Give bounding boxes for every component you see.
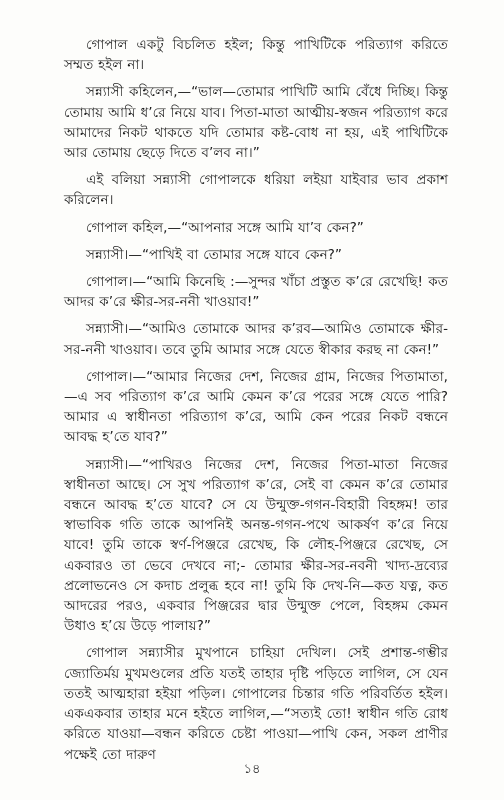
paragraph-7: সন্ন্যাসী।—“আমিও তোমাকে আদর ক’রব—আমিও তোমাকে ক্ষীর-সর-ননী খাওয়াব। তবে তুমি আমার সঙ্গে যেতে স্বীকার করছ না কেন!” [64,321,448,358]
paragraph-2: সন্ন্যাসী কহিলেন,—“ভাল—তোমার পাখিটি আমি বেঁধে দিচ্ছি। কিন্তু তোমায় আমি ধ’রে নিয়ে যাব। পিতা-মাতা আত্মীয়-স্বজন পরিত্যাগ করে আমাদের নিকট থাকতে যদি তোমার কষ্ট-বোধ না হয়, এই পাখিটিকে আর তোমায় ছেড়ে দিতে ব’লব না।” [64,84,448,162]
paragraph-8: গোপাল।—“আমার নিজের দেশ, নিজের গ্রাম, নিজের পিতামাতা,—এ সব পরিত্যাগ ক’রে আমি কেমন ক’রে পরের সঙ্গে যেতে পারি? আমার এ স্বাধীনতা পরিত্যাগ ক’রে, আমি কেন পরের নিকট বন্ধনে আবদ্ধ হ’তে যাব?” [64,368,448,446]
paragraph-1: গোপাল একটু বিচলিত হইল; কিন্তু পাখিটিকে পরিত্যাগ করিতে সম্মত হইল না। [64,37,448,74]
paragraph-10: গোপাল সন্ন্যাসীর মুখপানে চাহিয়া দেখিল। সেই প্রশান্ত-গম্ভীর জ্যোতির্ময় মুখমণ্ডলের প্রতি যতই তাহার দৃষ্টি পড়িতে লাগিল, সে যেন ততই আত্মহারা হইয়া পড়িল। গোপালের চিন্তার গতি পরিবর্তিত হইল। একএকবার তাহার মনে হইতে লাগিল,—“সত্যই তো! স্বাধীন গতি রোধ করিতে যাওয়া—বন্ধন করিতে চেষ্টা পাওয়া—পাখি কেন, সকল প্রাণীর পক্ষেই তো দারুণ [64,645,448,763]
paragraph-5: সন্ন্যাসী।—“পাখিই বা তোমার সঙ্গে যাবে কেন?” [86,246,342,263]
paragraph-9: সন্ন্যাসী।—“পাখিরও নিজের দেশ, নিজের পিতা-মাতা নিজের স্বাধীনতা আছে। সে সুখ পরিত্যাগ ক’রে, সেই বা কেমন ক’রে তোমার বন্ধনে আবদ্ধ হ’তে যাবে? সে যে উন্মুক্ত-গগন-বিহারী বিহঙ্গম! তার স্বাভাবিক গতি তাকে আপনিই অনন্ত-গগন-পথে আকর্ষণ ক’রে নিয়ে যাবে! তুমি তাকে স্বর্ণ-পিঞ্জরে রেখেছ, কি লৌহ-পিঞ্জরে রেখেছ, সে একবারও তা ভেবে দেখবে না;- তোমার ক্ষীর-সর-নবনী খাদ্য-দ্রব্যের প্রলোভনেও সে কদাচ প্রলুব্ধ হবে না! তুমি কি দেখ-নি—কত যত্ন, কত আদরের পরও, একবার পিঞ্জরের দ্বার উন্মুক্ত পেলে, বিহঙ্গম কেমন উধাও হ’য়ে উড়ে পালায়?” [64,456,448,635]
paragraph-3: এই বলিয়া সন্ন্যাসী গোপালকে ধরিয়া লইয়া যাইবার ভাব প্রকাশ করিলেন। [64,172,448,209]
page-text [64,35,448,772]
paragraph-4: গোপাল কহিল,—“আপনার সঙ্গে আমি যা’ব কেন?” [86,219,364,236]
paragraph-6: গোপাল।—“আমি কিনেছি :—সুন্দর খাঁচা প্রস্তুত ক’রে রেখেছি! কত আদর ক’রে ক্ষীর-সর-ননী খাওয়াব!” [64,274,448,311]
page-number: ১৪ [243,762,261,777]
